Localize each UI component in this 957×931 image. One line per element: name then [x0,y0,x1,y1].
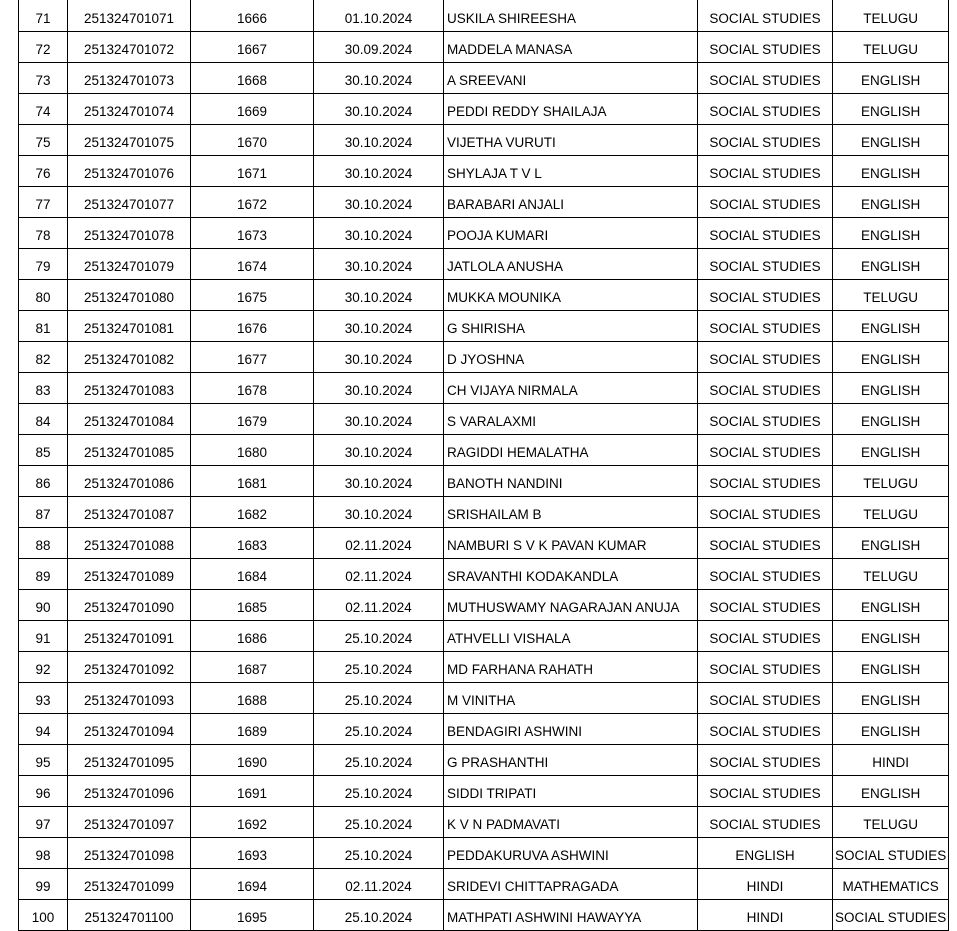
roll-no-cell: 251324701093 [68,683,191,714]
subject-1-cell: SOCIAL STUDIES [698,528,833,559]
roll-no-cell: 251324701090 [68,590,191,621]
name-cell: SRAVANTHI KODAKANDLA [444,559,698,590]
code-cell: 1690 [191,745,314,776]
subject-2-cell: TELUGU [833,466,949,497]
subject-2-cell: ENGLISH [833,683,949,714]
date-cell: 30.10.2024 [314,466,444,497]
date-cell: 30.10.2024 [314,311,444,342]
date-cell: 25.10.2024 [314,714,444,745]
code-cell: 1670 [191,125,314,156]
roll-no-cell: 251324701092 [68,652,191,683]
code-cell: 1685 [191,590,314,621]
serial-no-cell: 82 [19,342,68,373]
date-cell: 30.10.2024 [314,249,444,280]
date-cell: 30.10.2024 [314,125,444,156]
table-row [19,683,949,714]
subject-1-cell: SOCIAL STUDIES [698,249,833,280]
subject-2-cell: ENGLISH [833,156,949,187]
date-cell: 30.09.2024 [314,32,444,63]
subject-2-cell: ENGLISH [833,590,949,621]
table-row [19,373,949,404]
subject-1-cell: SOCIAL STUDIES [698,776,833,807]
table-row [19,466,949,497]
table-row [19,435,949,466]
date-cell: 25.10.2024 [314,745,444,776]
subject-1-cell: SOCIAL STUDIES [698,497,833,528]
serial-no-cell: 83 [19,373,68,404]
serial-no-cell: 94 [19,714,68,745]
table-row [19,94,949,125]
name-cell: MUTHUSWAMY NAGARAJAN ANUJA [444,590,698,621]
subject-1-cell: SOCIAL STUDIES [698,466,833,497]
subject-2-cell: TELUGU [833,280,949,311]
serial-no-cell: 84 [19,404,68,435]
subject-1-cell: SOCIAL STUDIES [698,94,833,125]
table-row [19,590,949,621]
subject-1-cell: SOCIAL STUDIES [698,714,833,745]
table-row [19,838,949,869]
subject-1-cell: SOCIAL STUDIES [698,63,833,94]
roll-no-cell: 251324701089 [68,559,191,590]
subject-1-cell: SOCIAL STUDIES [698,373,833,404]
subject-2-cell: ENGLISH [833,404,949,435]
roll-no-cell: 251324701079 [68,249,191,280]
subject-2-cell: ENGLISH [833,311,949,342]
serial-no-cell: 86 [19,466,68,497]
code-cell: 1684 [191,559,314,590]
roll-no-cell: 251324701088 [68,528,191,559]
date-cell: 25.10.2024 [314,838,444,869]
table-row [19,280,949,311]
serial-no-cell: 92 [19,652,68,683]
subject-2-cell: ENGLISH [833,714,949,745]
code-cell: 1694 [191,869,314,900]
name-cell: PEDDAKURUVA ASHWINI [444,838,698,869]
subject-1-cell: SOCIAL STUDIES [698,342,833,373]
name-cell: USKILA SHIREESHA [444,0,698,32]
roll-no-cell: 251324701087 [68,497,191,528]
subject-2-cell: TELUGU [833,559,949,590]
name-cell: POOJA KUMARI [444,218,698,249]
date-cell: 30.10.2024 [314,373,444,404]
subject-2-cell: ENGLISH [833,652,949,683]
code-cell: 1681 [191,466,314,497]
name-cell: G SHIRISHA [444,311,698,342]
subject-2-cell: ENGLISH [833,373,949,404]
table-row [19,156,949,187]
subject-2-cell: ENGLISH [833,249,949,280]
subject-2-cell: TELUGU [833,807,949,838]
code-cell: 1672 [191,187,314,218]
serial-no-cell: 80 [19,280,68,311]
serial-no-cell: 75 [19,125,68,156]
subject-2-cell: ENGLISH [833,528,949,559]
subject-1-cell: SOCIAL STUDIES [698,683,833,714]
code-cell: 1677 [191,342,314,373]
roll-no-cell: 251324701081 [68,311,191,342]
serial-no-cell: 90 [19,590,68,621]
serial-no-cell: 71 [19,0,68,32]
roll-no-cell: 251324701080 [68,280,191,311]
date-cell: 02.11.2024 [314,869,444,900]
subject-2-cell: MATHEMATICS [833,869,949,900]
serial-no-cell: 73 [19,63,68,94]
subject-2-cell: TELUGU [833,0,949,32]
date-cell: 30.10.2024 [314,94,444,125]
roll-no-cell: 251324701086 [68,466,191,497]
subject-2-cell: SOCIAL STUDIES [833,900,949,931]
roll-no-cell: 251324701085 [68,435,191,466]
roll-no-cell: 251324701097 [68,807,191,838]
roll-no-cell: 251324701075 [68,125,191,156]
name-cell: MATHPATI ASHWINI HAWAYYA [444,900,698,931]
serial-no-cell: 88 [19,528,68,559]
serial-no-cell: 89 [19,559,68,590]
table-row [19,0,949,32]
code-cell: 1686 [191,621,314,652]
name-cell: PEDDI REDDY SHAILAJA [444,94,698,125]
date-cell: 30.10.2024 [314,156,444,187]
candidate-table-body [19,0,949,931]
table-row [19,497,949,528]
name-cell: SRIDEVI CHITTAPRAGADA [444,869,698,900]
code-cell: 1691 [191,776,314,807]
subject-1-cell: ENGLISH [698,838,833,869]
subject-2-cell: ENGLISH [833,125,949,156]
serial-no-cell: 97 [19,807,68,838]
subject-2-cell: ENGLISH [833,342,949,373]
name-cell: MD FARHANA RAHATH [444,652,698,683]
subject-2-cell: ENGLISH [833,776,949,807]
roll-no-cell: 251324701094 [68,714,191,745]
subject-1-cell: HINDI [698,900,833,931]
roll-no-cell: 251324701073 [68,63,191,94]
subject-2-cell: HINDI [833,745,949,776]
roll-no-cell: 251324701074 [68,94,191,125]
subject-2-cell: ENGLISH [833,187,949,218]
table-row [19,621,949,652]
subject-2-cell: ENGLISH [833,218,949,249]
table-row [19,528,949,559]
subject-2-cell: SOCIAL STUDIES [833,838,949,869]
serial-no-cell: 72 [19,32,68,63]
serial-no-cell: 76 [19,156,68,187]
code-cell: 1682 [191,497,314,528]
roll-no-cell: 251324701091 [68,621,191,652]
subject-1-cell: SOCIAL STUDIES [698,807,833,838]
date-cell: 30.10.2024 [314,404,444,435]
subject-2-cell: ENGLISH [833,621,949,652]
date-cell: 02.11.2024 [314,559,444,590]
table-row [19,559,949,590]
code-cell: 1668 [191,63,314,94]
roll-no-cell: 251324701082 [68,342,191,373]
date-cell: 25.10.2024 [314,652,444,683]
date-cell: 30.10.2024 [314,280,444,311]
roll-no-cell: 251324701099 [68,869,191,900]
code-cell: 1692 [191,807,314,838]
table-row [19,652,949,683]
name-cell: SHYLAJA T V L [444,156,698,187]
name-cell: A SREEVANI [444,63,698,94]
serial-no-cell: 87 [19,497,68,528]
table-row [19,776,949,807]
name-cell: K V N PADMAVATI [444,807,698,838]
table-row [19,807,949,838]
name-cell: JATLOLA ANUSHA [444,249,698,280]
date-cell: 25.10.2024 [314,807,444,838]
serial-no-cell: 91 [19,621,68,652]
date-cell: 30.10.2024 [314,342,444,373]
code-cell: 1689 [191,714,314,745]
subject-1-cell: SOCIAL STUDIES [698,218,833,249]
subject-1-cell: SOCIAL STUDIES [698,0,833,32]
name-cell: ATHVELLI VISHALA [444,621,698,652]
table-row [19,404,949,435]
date-cell: 25.10.2024 [314,900,444,931]
serial-no-cell: 95 [19,745,68,776]
roll-no-cell: 251324701100 [68,900,191,931]
date-cell: 30.10.2024 [314,63,444,94]
roll-no-cell: 251324701084 [68,404,191,435]
table-row [19,218,949,249]
code-cell: 1693 [191,838,314,869]
name-cell: G PRASHANTHI [444,745,698,776]
code-cell: 1679 [191,404,314,435]
code-cell: 1669 [191,94,314,125]
name-cell: RAGIDDI HEMALATHA [444,435,698,466]
code-cell: 1687 [191,652,314,683]
code-cell: 1671 [191,156,314,187]
name-cell: MUKKA MOUNIKA [444,280,698,311]
serial-no-cell: 99 [19,869,68,900]
roll-no-cell: 251324701095 [68,745,191,776]
date-cell: 30.10.2024 [314,187,444,218]
code-cell: 1673 [191,218,314,249]
subject-1-cell: SOCIAL STUDIES [698,125,833,156]
code-cell: 1683 [191,528,314,559]
table-row [19,249,949,280]
name-cell: MADDELA MANASA [444,32,698,63]
serial-no-cell: 98 [19,838,68,869]
table-row [19,714,949,745]
subject-1-cell: SOCIAL STUDIES [698,559,833,590]
table-row [19,342,949,373]
subject-1-cell: SOCIAL STUDIES [698,280,833,311]
subject-1-cell: SOCIAL STUDIES [698,590,833,621]
date-cell: 30.10.2024 [314,497,444,528]
serial-no-cell: 81 [19,311,68,342]
date-cell: 01.10.2024 [314,0,444,32]
code-cell: 1675 [191,280,314,311]
table-row [19,32,949,63]
name-cell: BANOTH NANDINI [444,466,698,497]
subject-1-cell: SOCIAL STUDIES [698,652,833,683]
code-cell: 1695 [191,900,314,931]
table-row [19,63,949,94]
code-cell: 1688 [191,683,314,714]
date-cell: 25.10.2024 [314,776,444,807]
table-row [19,187,949,218]
subject-1-cell: HINDI [698,869,833,900]
candidate-table [18,0,949,931]
table-row [19,311,949,342]
serial-no-cell: 100 [19,900,68,931]
name-cell: SIDDI TRIPATI [444,776,698,807]
serial-no-cell: 78 [19,218,68,249]
subject-1-cell: SOCIAL STUDIES [698,621,833,652]
subject-2-cell: ENGLISH [833,63,949,94]
serial-no-cell: 93 [19,683,68,714]
serial-no-cell: 79 [19,249,68,280]
date-cell: 30.10.2024 [314,218,444,249]
serial-no-cell: 85 [19,435,68,466]
code-cell: 1674 [191,249,314,280]
subject-1-cell: SOCIAL STUDIES [698,404,833,435]
name-cell: M VINITHA [444,683,698,714]
table-row [19,869,949,900]
roll-no-cell: 251324701072 [68,32,191,63]
subject-1-cell: SOCIAL STUDIES [698,187,833,218]
name-cell: S VARALAXMI [444,404,698,435]
code-cell: 1666 [191,0,314,32]
code-cell: 1680 [191,435,314,466]
table-row [19,745,949,776]
roll-no-cell: 251324701076 [68,156,191,187]
roll-no-cell: 251324701071 [68,0,191,32]
table-row [19,125,949,156]
subject-1-cell: SOCIAL STUDIES [698,745,833,776]
date-cell: 25.10.2024 [314,683,444,714]
subject-2-cell: TELUGU [833,32,949,63]
name-cell: CH VIJAYA NIRMALA [444,373,698,404]
date-cell: 25.10.2024 [314,621,444,652]
name-cell: NAMBURI S V K PAVAN KUMAR [444,528,698,559]
subject-2-cell: ENGLISH [833,435,949,466]
code-cell: 1678 [191,373,314,404]
serial-no-cell: 96 [19,776,68,807]
code-cell: 1676 [191,311,314,342]
subject-1-cell: SOCIAL STUDIES [698,435,833,466]
subject-1-cell: SOCIAL STUDIES [698,156,833,187]
name-cell: BARABARI ANJALI [444,187,698,218]
serial-no-cell: 74 [19,94,68,125]
name-cell: BENDAGIRI ASHWINI [444,714,698,745]
date-cell: 02.11.2024 [314,528,444,559]
serial-no-cell: 77 [19,187,68,218]
subject-2-cell: TELUGU [833,497,949,528]
subject-1-cell: SOCIAL STUDIES [698,32,833,63]
subject-1-cell: SOCIAL STUDIES [698,311,833,342]
name-cell: D JYOSHNA [444,342,698,373]
roll-no-cell: 251324701078 [68,218,191,249]
subject-2-cell: ENGLISH [833,94,949,125]
roll-no-cell: 251324701083 [68,373,191,404]
roll-no-cell: 251324701096 [68,776,191,807]
roll-no-cell: 251324701098 [68,838,191,869]
date-cell: 02.11.2024 [314,590,444,621]
name-cell: VIJETHA VURUTI [444,125,698,156]
roll-no-cell: 251324701077 [68,187,191,218]
name-cell: SRISHAILAM B [444,497,698,528]
code-cell: 1667 [191,32,314,63]
date-cell: 30.10.2024 [314,435,444,466]
table-row [19,900,949,931]
